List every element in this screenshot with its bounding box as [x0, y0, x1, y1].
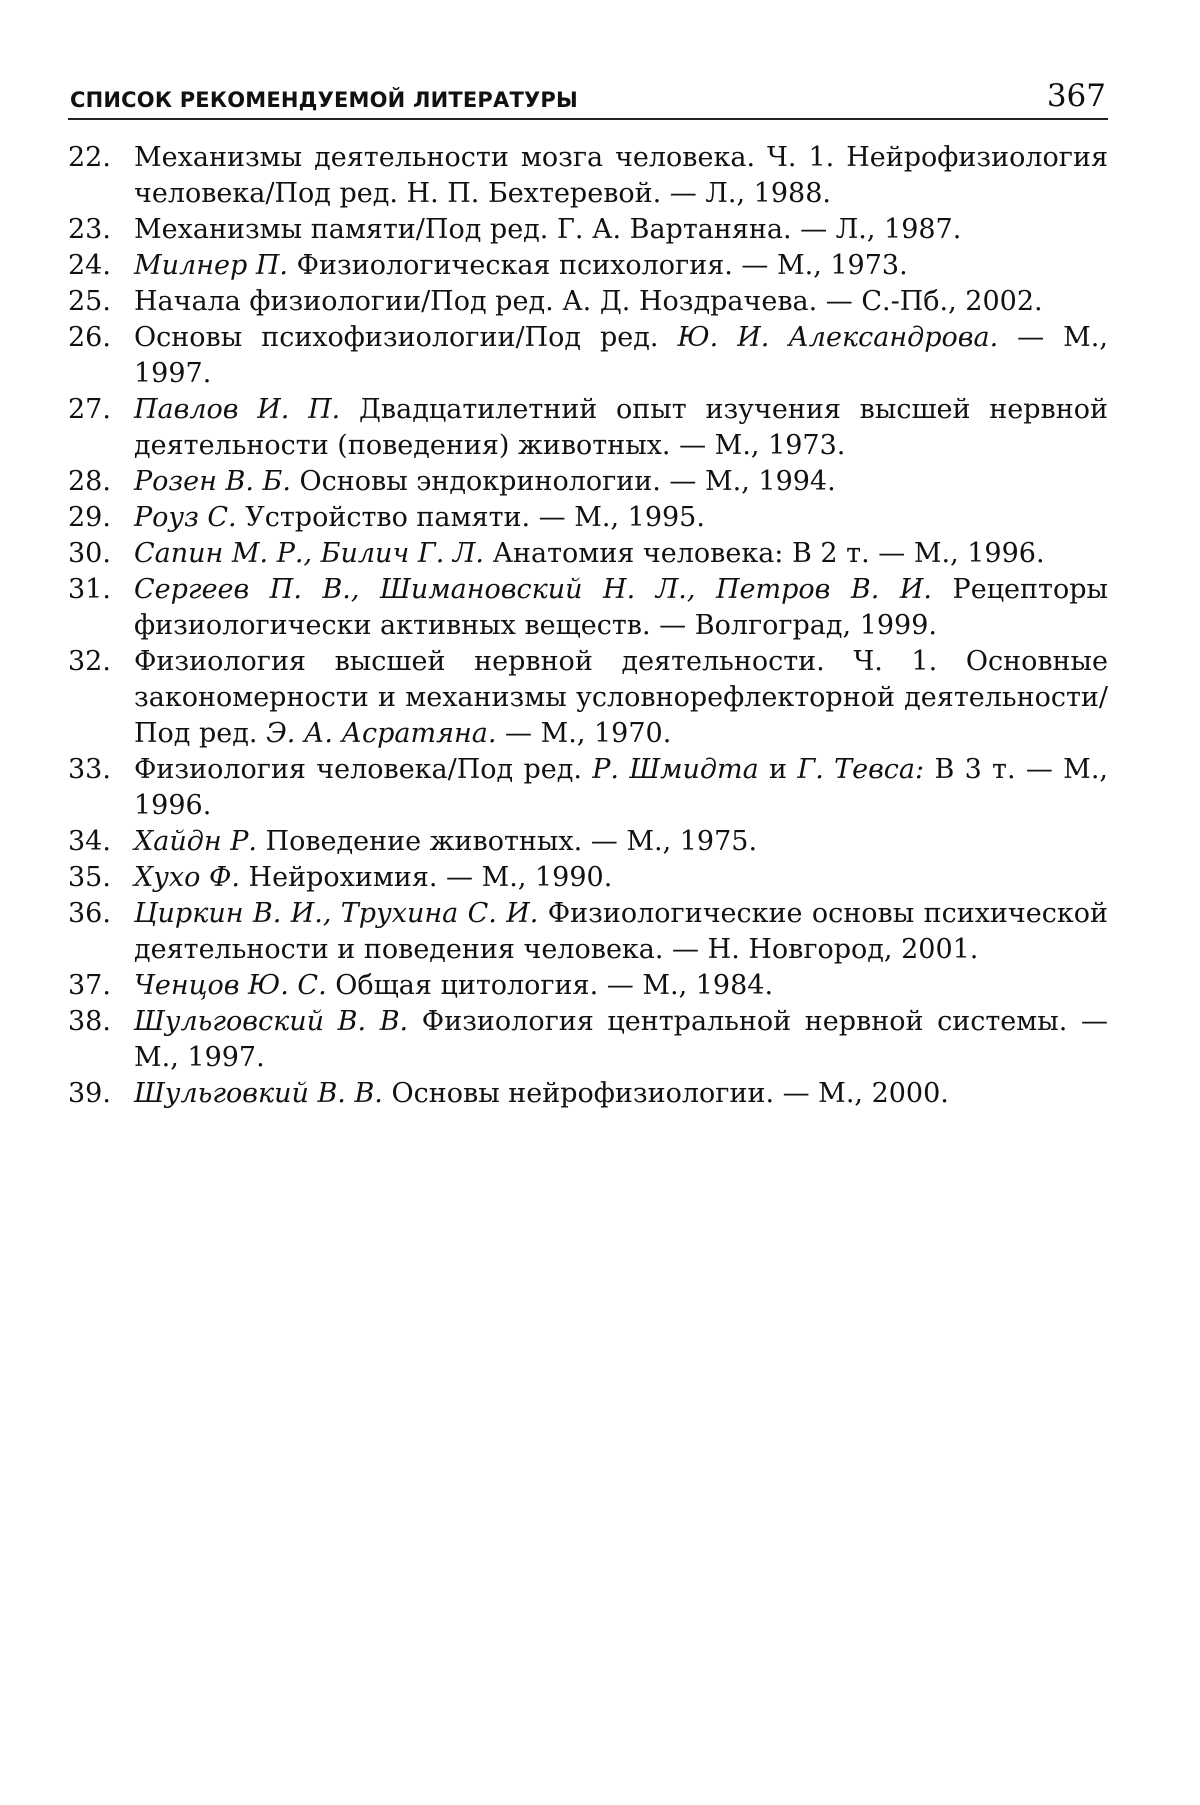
entry-text: Начала физиологии/Под ред. А. Д. Ноздрачева. — С.-Пб., 2002.	[134, 286, 1043, 317]
entry-text: Основы нейрофизиологии. — М., 2000.	[391, 1078, 949, 1109]
page-number: 367	[1046, 78, 1106, 114]
entry-author: Шульговский В. В.	[134, 1006, 409, 1037]
entry-author: Сергеев П. В., Шимановский Н. Л., Петров В. И.	[134, 574, 932, 605]
entry-number: 35.	[68, 862, 111, 893]
running-title: СПИСОК РЕКОМЕНДУЕМОЙ ЛИТЕРАТУРЫ	[70, 88, 578, 112]
entry-editor-second: Г. Тевса:	[797, 754, 925, 785]
entry-text: Физиология центральной нервной системы. — М., 1997.	[134, 1006, 1108, 1073]
entry-number: 34.	[68, 826, 111, 857]
entry-text: Физиологическая психология. — М., 1973.	[296, 250, 908, 281]
entry-number: 25.	[68, 286, 111, 317]
bibliography-entry	[68, 752, 1108, 824]
bibliography-entry	[68, 860, 1108, 896]
entry-text: Основы психофизиологии/Под ред.	[134, 322, 659, 353]
entry-tail: — М., 1997.	[134, 322, 1108, 389]
bibliography-entry	[68, 392, 1108, 464]
bibliography-entry	[68, 536, 1108, 572]
bibliography-entry	[68, 140, 1108, 212]
entry-author: Павлов И. П.	[134, 394, 341, 425]
entry-text: Физиология человека/Под ред.	[134, 754, 582, 785]
entry-text: Рецепторы физиологически активных веществ. — Волгоград, 1999.	[134, 574, 1108, 641]
entry-tail: — М., 1970.	[505, 718, 672, 749]
entry-number: 22.	[68, 142, 111, 173]
entry-tail: В 3 т. — М., 1996.	[134, 754, 1108, 821]
entry-number: 29.	[68, 502, 111, 533]
entry-number: 27.	[68, 394, 111, 425]
bibliography-entry	[68, 464, 1108, 500]
entry-number: 32.	[68, 646, 111, 677]
bibliography-entry	[68, 896, 1108, 968]
entry-number: 28.	[68, 466, 111, 497]
entry-number: 37.	[68, 970, 111, 1001]
bibliography-entry	[68, 500, 1108, 536]
entry-editor: Э. А. Асратяна.	[266, 718, 497, 749]
entry-author: Шульговкий В. В.	[134, 1078, 383, 1109]
bibliography-entry	[68, 968, 1108, 1004]
entry-number: 26.	[68, 322, 111, 353]
bibliography-entry	[68, 644, 1108, 752]
entry-conjunction: и	[769, 754, 788, 785]
entry-number: 24.	[68, 250, 111, 281]
entry-number: 31.	[68, 574, 111, 605]
entry-text: Механизмы памяти/Под ред. Г. А. Вартаняна. — Л., 1987.	[134, 214, 962, 245]
bibliography-entry	[68, 320, 1108, 392]
entry-number: 30.	[68, 538, 111, 569]
entry-text: Анатомия человека: В 2 т. — М., 1996.	[492, 538, 1045, 569]
entry-text: Нейрохимия. — М., 1990.	[248, 862, 613, 893]
entry-text: Физиологические основы психической деятельности и поведения человека. — Н. Новгород, 2001.	[134, 898, 1108, 965]
entry-author: Роуз С.	[134, 502, 237, 533]
entry-text: Физиология высшей нервной деятельности. Ч. 1. Основные закономерности и механизмы условнорефлекторной деятельности/Под ред.	[134, 646, 1108, 749]
bibliography-entry	[68, 284, 1108, 320]
entry-text: Основы эндокринологии. — М., 1994.	[299, 466, 836, 497]
entry-text: Двадцатилетний опыт изучения высшей нервной деятельности (поведения) животных. — М., 1973.	[134, 394, 1108, 461]
entry-text: Устройство памяти. — М., 1995.	[245, 502, 705, 533]
entry-text: Механизмы деятельности мозга человека. Ч. 1. Нейрофизиология человека/Под ред. Н. П. Бехтеревой. — Л., 1988.	[134, 142, 1108, 209]
entry-number: 33.	[68, 754, 111, 785]
entry-author: Розен В. Б.	[134, 466, 291, 497]
entry-author: Хухо Ф.	[134, 862, 240, 893]
bibliography-entry	[68, 248, 1108, 284]
entry-author: Ченцов Ю. С.	[134, 970, 327, 1001]
entry-editor: Ю. И. Александрова.	[677, 322, 999, 353]
bibliography-entry	[68, 212, 1108, 248]
bibliography-entry	[68, 572, 1108, 644]
bibliography-entry	[68, 824, 1108, 860]
entry-number: 38.	[68, 1006, 111, 1037]
entry-author: Хайдн Р.	[134, 826, 257, 857]
entry-number: 23.	[68, 214, 111, 245]
running-header	[68, 70, 1108, 120]
bibliography-entry	[68, 1004, 1108, 1076]
entry-author: Циркин В. И., Трухина С. И.	[134, 898, 539, 929]
entry-author: Милнер П.	[134, 250, 288, 281]
entry-number: 36.	[68, 898, 111, 929]
bibliography-list	[68, 140, 1108, 1112]
bibliography-entry	[68, 1076, 1108, 1112]
entry-text: Поведение животных. — М., 1975.	[265, 826, 758, 857]
entry-editor: Р. Шмидта	[592, 754, 759, 785]
entry-text: Общая цитология. — М., 1984.	[335, 970, 774, 1001]
entry-author: Сапин М. Р., Билич Г. Л.	[134, 538, 484, 569]
entry-number: 39.	[68, 1078, 111, 1109]
